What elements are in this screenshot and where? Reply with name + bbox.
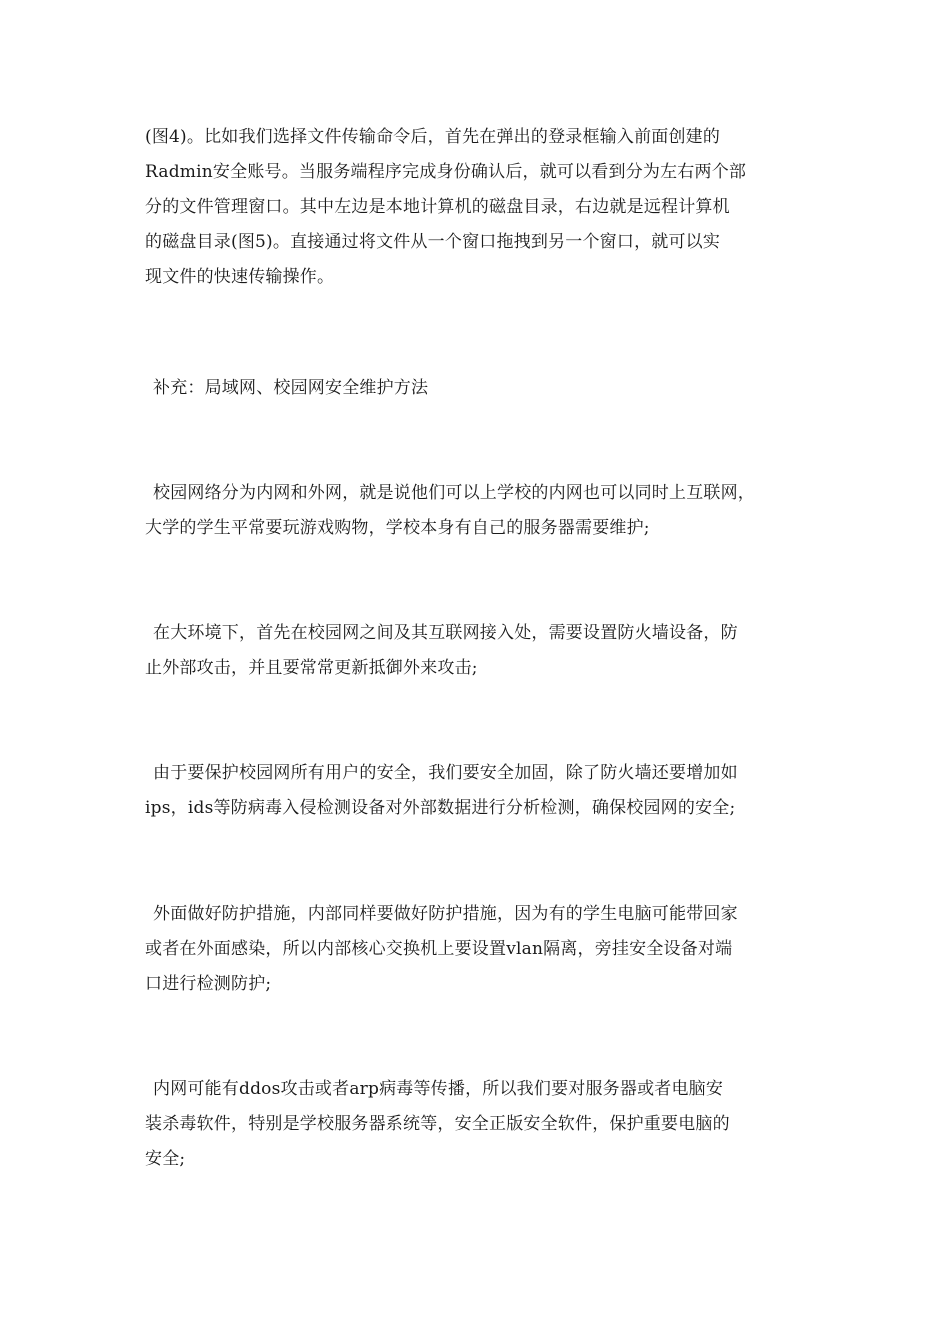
intro-line-1: (图4)。比如我们选择文件传输命令后，首先在弹出的登录框输入前面创建的 xyxy=(145,127,721,147)
paragraph-1-line-2: 大学的学生平常要玩游戏购物，学校本身有自己的服务器需要维护; xyxy=(145,518,650,538)
paragraph-2-line-2: 止外部攻击，并且要常常更新抵御外来攻击; xyxy=(145,658,478,678)
paragraph-5-line-3: 安全; xyxy=(145,1149,186,1169)
paragraph-3-line-2: ips，ids等防病毒入侵检测设备对外部数据进行分析检测，确保校园网的安全; xyxy=(145,798,736,818)
paragraph-5-line-2: 装杀毒软件，特别是学校服务器系统等，安全正版安全软件，保护重要电脑的 xyxy=(145,1114,730,1134)
paragraph-5-line-1: 内网可能有ddos攻击或者arp病毒等传播，所以我们要对服务器或者电脑安 xyxy=(153,1079,724,1099)
paragraph-1-line-1: 校园网络分为内网和外网，就是说他们可以上学校的内网也可以同时上互联网， xyxy=(153,483,755,503)
intro-line-2: Radmin安全账号。当服务端程序完成身份确认后，就可以看到分为左右两个部 xyxy=(145,162,747,182)
intro-line-3: 分的文件管理窗口。其中左边是本地计算机的磁盘目录，右边就是远程计算机 xyxy=(145,197,730,217)
paragraph-4-line-3: 口进行检测防护; xyxy=(145,974,272,994)
paragraph-4-line-1: 外面做好防护措施，内部同样要做好防护措施，因为有的学生电脑可能带回家 xyxy=(153,904,738,924)
section-heading: 补充：局域网、校园网安全维护方法 xyxy=(153,378,429,398)
intro-line-4: 的磁盘目录(图5)。直接通过将文件从一个窗口拖拽到另一个窗口，就可以实 xyxy=(145,232,721,252)
paragraph-2-line-1: 在大环境下，首先在校园网之间及其互联网接入处，需要设置防火墙设备，防 xyxy=(153,623,738,643)
paragraph-3-line-1: 由于要保护校园网所有用户的安全，我们要安全加固，除了防火墙还要增加如 xyxy=(153,763,738,783)
intro-line-5: 现文件的快速传输操作。 xyxy=(145,267,335,287)
paragraph-4-line-2: 或者在外面感染，所以内部核心交换机上要设置vlan隔离，旁挂安全设备对端 xyxy=(145,939,733,959)
